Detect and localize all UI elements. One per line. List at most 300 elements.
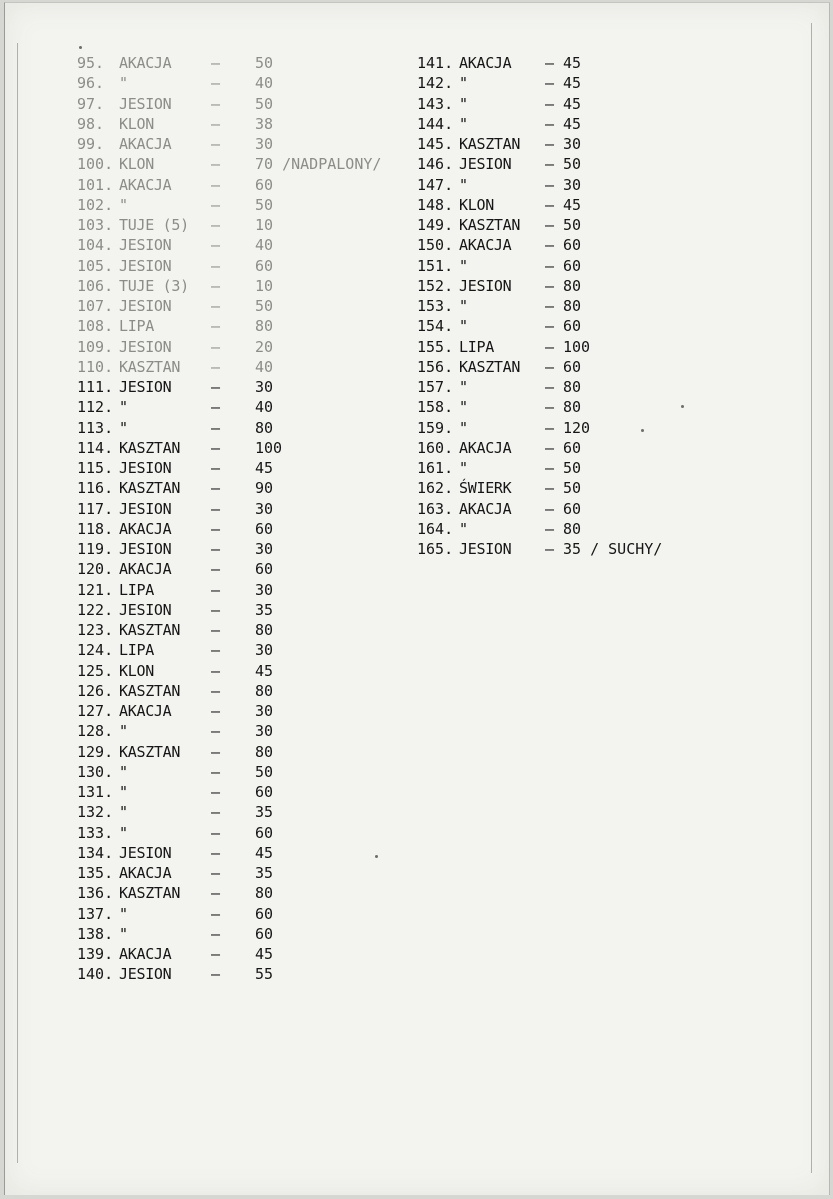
tree-species: KASZTAN [119,681,181,700]
entry-dash: – [545,519,555,538]
entry-number: 116. [77,479,114,498]
tree-entry-row [77,458,397,478]
entry-number: 162. [417,479,454,498]
trunk-value: 10 [255,216,274,234]
tree-species: " [459,114,468,133]
tree-species: JESION [119,459,172,477]
tree-species: " [119,924,128,943]
entry-dash: – [211,479,221,498]
entry-number: 141. [417,54,454,72]
tree-entry-row [77,94,397,114]
tree-entry-row [417,337,737,357]
entry-number: 113. [77,418,114,437]
trunk-value: 80 [255,317,274,336]
entry-number: 152. [417,276,454,295]
entry-number: 147. [417,175,454,194]
tree-species: JESION [459,540,512,558]
trunk-value: 50 [563,216,582,234]
entry-dash: – [545,418,555,437]
entry-dash: – [211,560,221,579]
entry-number: 129. [77,742,114,761]
trunk-value: 100 [563,337,591,356]
entry-number: 155. [417,337,454,356]
tree-species: AKACJA [119,702,172,720]
tree-entry-row [77,114,397,134]
tree-species: " [119,823,128,842]
trunk-value: 60 [563,499,582,518]
entry-number: 139. [77,945,114,963]
entry-dash: – [211,823,221,842]
tree-species: LIPA [459,337,494,356]
entry-dash: – [545,540,555,558]
entry-dash: – [211,783,221,801]
tree-species: AKACJA [459,438,512,457]
tree-species: JESION [119,297,172,315]
trunk-value: 35 / SUCHY/ [563,540,663,558]
trunk-value: 40 [255,236,274,255]
trunk-value: 35 [255,600,274,619]
trunk-value: 60 [563,256,582,275]
entry-number: 146. [417,155,454,174]
entry-dash: – [211,641,221,660]
entry-dash: – [211,681,221,700]
entry-number: 132. [77,803,114,822]
entry-dash: – [211,216,221,234]
page-edge-mark [17,43,18,1163]
trunk-value: 45 [255,843,274,862]
trunk-value: 60 [255,175,274,194]
trunk-value: 60 [255,256,274,275]
trunk-value: 30 [255,580,274,599]
entry-dash: – [211,945,221,963]
tree-entry-row [77,904,397,924]
trunk-value: 60 [255,924,274,943]
tree-entry-row [417,296,737,316]
tree-entry-row [77,843,397,863]
entry-number: 108. [77,317,114,336]
tree-species: JESION [119,499,172,518]
trunk-value: 80 [563,297,582,315]
trunk-value: 45 [563,114,582,133]
tree-entry-row [77,377,397,397]
trunk-value: 60 [563,236,582,255]
tree-species: KLON [119,155,154,174]
entry-number: 109. [77,337,114,356]
tree-entry-row [417,73,737,93]
tree-species: " [459,519,468,538]
tree-species: JESION [119,965,172,984]
entry-number: 115. [77,459,114,477]
tree-entry-row [77,175,397,195]
trunk-value: 30 [563,135,582,153]
trunk-value: 45 [563,54,582,72]
tree-species: " [459,74,468,93]
entry-number: 104. [77,236,114,255]
entry-dash: – [545,74,555,93]
entry-number: 136. [77,884,114,903]
tree-species: JESION [119,843,172,862]
tree-entry-row [417,397,737,417]
tree-entry-row [417,215,737,235]
tree-species: KASZTAN [119,621,181,639]
entry-dash: – [211,297,221,315]
entry-number: 135. [77,864,114,882]
trunk-value: 45 [255,661,274,680]
entry-dash: – [545,499,555,518]
tree-species: JESION [119,256,172,275]
tree-species: " [119,418,128,437]
tree-species: LIPA [119,580,154,599]
tree-entry-row [77,418,397,438]
entry-dash: – [211,722,221,741]
tree-entry-row [417,499,737,519]
trunk-value: 60 [563,438,582,457]
tree-entry-row [77,215,397,235]
tree-species: " [119,762,128,781]
tree-entry-row [77,316,397,336]
tree-species: AKACJA [119,175,172,194]
tree-species: " [119,398,128,417]
entry-dash: – [211,540,221,558]
paper-speck [79,46,82,49]
entry-dash: – [545,479,555,498]
entry-dash: – [211,600,221,619]
tree-species: TUJE (3) [119,276,189,295]
tree-entry-row [417,316,737,336]
entry-dash: – [545,94,555,113]
trunk-value: 60 [255,904,274,923]
tree-entry-row [417,195,737,215]
tree-species: " [459,459,468,477]
trunk-value: 45 [255,459,274,477]
entry-number: 130. [77,762,114,781]
trunk-value: 45 [563,195,582,214]
trunk-value: 45 [255,945,274,963]
entry-dash: – [545,135,555,153]
trunk-value: 80 [255,681,274,700]
entry-number: 99. [77,135,105,153]
entry-number: 122. [77,600,114,619]
entry-dash: – [545,216,555,234]
trunk-value: 30 [255,641,274,660]
tree-species: KASZTAN [459,135,521,153]
entry-number: 118. [77,519,114,538]
trunk-value: 38 [255,114,274,133]
tree-entry-row [417,154,737,174]
entry-number: 126. [77,681,114,700]
tree-species: JESION [119,600,172,619]
trunk-value: 50 [563,479,582,498]
entry-number: 127. [77,702,114,720]
trunk-value: 30 [255,378,274,396]
entry-dash: – [211,195,221,214]
entry-dash: – [211,661,221,680]
trunk-value: 30 [255,135,274,153]
entry-dash: – [211,94,221,113]
document-page [4,2,830,1195]
entry-number: 103. [77,216,114,234]
entry-dash: – [211,337,221,356]
entry-number: 101. [77,175,114,194]
tree-species: " [119,722,128,741]
entry-dash: – [211,54,221,72]
tree-entry-row [77,438,397,458]
trunk-value: 80 [563,276,582,295]
entry-dash: – [545,438,555,457]
entry-number: 100. [77,155,114,174]
tree-entry-row [77,195,397,215]
tree-species: JESION [119,337,172,356]
tree-entry-row [77,964,397,984]
entry-number: 95. [77,54,105,72]
entry-number: 111. [77,378,114,396]
trunk-value: 40 [255,357,274,376]
inventory-list-right [417,53,737,559]
entry-number: 144. [417,114,454,133]
tree-entry-row [77,256,397,276]
trunk-value: 50 [563,155,582,174]
entry-dash: – [211,175,221,194]
tree-entry-row [77,944,397,964]
tree-entry-row [77,721,397,741]
trunk-value: 50 [563,459,582,477]
trunk-value: 60 [563,317,582,336]
tree-entry-row [417,478,737,498]
tree-species: " [459,94,468,113]
tree-species: AKACJA [119,54,172,72]
entry-number: 157. [417,378,454,396]
tree-entry-row [77,559,397,579]
tree-species: JESION [459,276,512,295]
entry-dash: – [211,155,221,174]
entry-dash: – [211,965,221,984]
trunk-value: 50 [255,54,274,72]
entry-dash: – [211,357,221,376]
tree-entry-row [77,681,397,701]
tree-entry-row [417,276,737,296]
entry-dash: – [211,904,221,923]
inventory-list-left [77,53,397,985]
trunk-value: 30 [255,702,274,720]
tree-entry-row [77,782,397,802]
entry-number: 114. [77,438,114,457]
entry-number: 105. [77,256,114,275]
trunk-value: 60 [255,560,274,579]
entry-dash: – [211,74,221,93]
tree-species: AKACJA [119,864,172,882]
tree-species: KASZTAN [119,438,181,457]
trunk-value: 30 [563,175,582,194]
tree-entry-row [417,53,737,73]
tree-species: " [459,398,468,417]
trunk-value: 80 [255,884,274,903]
trunk-value: 50 [255,94,274,113]
tree-entry-row [417,377,737,397]
tree-entry-row [77,235,397,255]
entry-dash: – [545,398,555,417]
entry-dash: – [211,418,221,437]
entry-dash: – [211,114,221,133]
tree-entry-row [77,357,397,377]
tree-species: " [459,418,468,437]
tree-entry-row [417,357,737,377]
entry-dash: – [211,742,221,761]
tree-entry-row [77,883,397,903]
trunk-value: 30 [255,722,274,741]
tree-species: LIPA [119,317,154,336]
entry-dash: – [211,236,221,255]
tree-entry-row [417,438,737,458]
tree-entry-row [77,499,397,519]
trunk-value: 30 [255,499,274,518]
tree-entry-row [77,823,397,843]
entry-dash: – [545,297,555,315]
tree-entry-row [77,620,397,640]
entry-number: 97. [77,94,105,113]
entry-dash: – [545,256,555,275]
trunk-value: 50 [255,297,274,315]
tree-species: AKACJA [459,54,512,72]
entry-number: 149. [417,216,454,234]
trunk-value: 80 [255,418,274,437]
entry-dash: – [545,54,555,72]
tree-entry-row [77,519,397,539]
tree-species: " [119,904,128,923]
tree-entry-row [417,418,737,438]
tree-species: JESION [119,540,172,558]
entry-dash: – [211,438,221,457]
tree-entry-row [77,802,397,822]
entry-number: 117. [77,499,114,518]
tree-species: TUJE (5) [119,216,189,234]
tree-species: " [459,317,468,336]
trunk-value: 90 [255,479,274,498]
trunk-value: 20 [255,337,274,356]
entry-dash: – [211,843,221,862]
trunk-value: 45 [563,94,582,113]
tree-species: KLON [459,195,494,214]
entry-number: 143. [417,94,454,113]
tree-entry-row [417,235,737,255]
tree-species: KLON [119,114,154,133]
tree-species: JESION [459,155,512,174]
entry-dash: – [545,357,555,376]
entry-dash: – [211,803,221,822]
entry-number: 134. [77,843,114,862]
trunk-value: 50 [255,195,274,214]
trunk-value: 35 [255,864,274,882]
entry-dash: – [211,762,221,781]
entry-dash: – [211,135,221,153]
tree-species: KASZTAN [459,216,521,234]
entry-dash: – [545,459,555,477]
tree-entry-row [417,175,737,195]
entry-number: 102. [77,195,114,214]
entry-dash: – [545,276,555,295]
entry-number: 133. [77,823,114,842]
trunk-value: 10 [255,276,274,295]
tree-entry-row [417,539,737,559]
tree-entry-row [77,134,397,154]
tree-entry-row [77,539,397,559]
tree-species: KASZTAN [119,742,181,761]
entry-number: 158. [417,398,454,417]
entry-number: 124. [77,641,114,660]
entry-number: 154. [417,317,454,336]
tree-entry-row [77,762,397,782]
entry-number: 98. [77,114,105,133]
entry-number: 151. [417,256,454,275]
entry-number: 148. [417,195,454,214]
tree-entry-row [77,337,397,357]
tree-entry-row [77,863,397,883]
entry-dash: – [545,337,555,356]
entry-number: 121. [77,580,114,599]
entry-dash: – [211,621,221,639]
entry-dash: – [211,398,221,417]
tree-entry-row [77,154,397,174]
trunk-value: 80 [563,398,582,417]
trunk-value: 60 [255,519,274,538]
entry-dash: – [545,114,555,133]
tree-species: KASZTAN [459,357,521,376]
entry-dash: – [545,236,555,255]
tree-entry-row [417,114,737,134]
entry-number: 138. [77,924,114,943]
entry-dash: – [211,864,221,882]
tree-entry-row [77,742,397,762]
tree-species: ŚWIERK [459,479,512,498]
entry-dash: – [211,378,221,396]
tree-species: " [119,803,128,822]
tree-entry-row [77,600,397,620]
tree-entry-row [77,661,397,681]
entry-number: 165. [417,540,454,558]
entry-dash: – [211,276,221,295]
trunk-value: 35 [255,803,274,822]
entry-number: 125. [77,661,114,680]
entry-number: 156. [417,357,454,376]
tree-species: " [459,378,468,396]
entry-number: 137. [77,904,114,923]
entry-number: 120. [77,560,114,579]
entry-number: 150. [417,236,454,255]
tree-species: JESION [119,94,172,113]
trunk-value: 70 /NADPALONY/ [255,155,382,174]
trunk-value: 50 [255,762,274,781]
tree-entry-row [417,458,737,478]
entry-number: 145. [417,135,454,153]
trunk-value: 80 [255,621,274,639]
entry-number: 128. [77,722,114,741]
entry-dash: – [211,702,221,720]
entry-dash: – [211,519,221,538]
tree-entry-row [417,134,737,154]
entry-number: 112. [77,398,114,417]
entry-dash: – [545,155,555,174]
trunk-value: 100 [255,438,283,457]
tree-species: " [459,297,468,315]
tree-species: KLON [119,661,154,680]
page-edge-mark [811,23,812,1173]
tree-species: " [119,74,128,93]
trunk-value: 60 [563,357,582,376]
tree-species: AKACJA [119,519,172,538]
tree-entry-row [77,580,397,600]
trunk-value: 60 [255,823,274,842]
entry-dash: – [211,256,221,275]
entry-dash: – [545,195,555,214]
